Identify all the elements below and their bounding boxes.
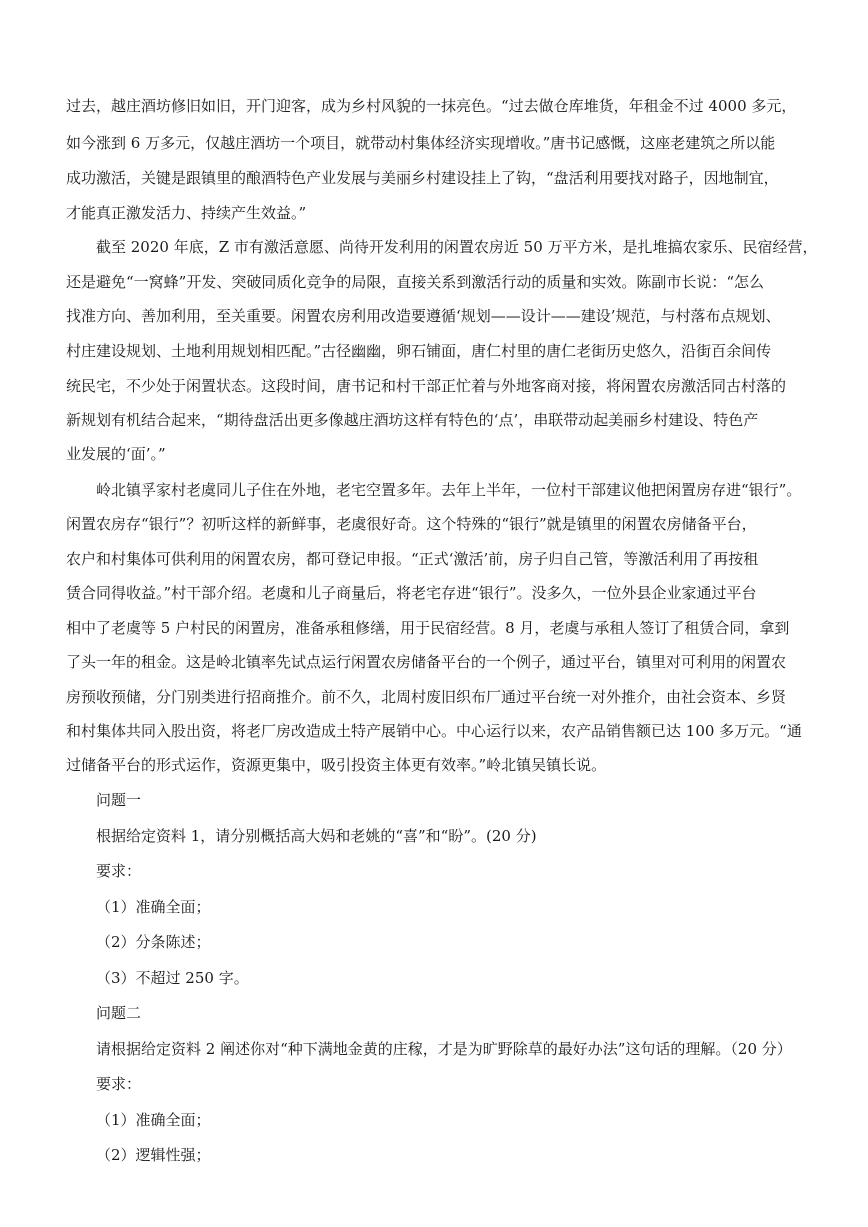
text-line: 才能真正激发活力、持续产生效益。” xyxy=(66,204,307,222)
requirement-item: （1）准确全面； xyxy=(96,1111,211,1129)
requirements-label: 要求： xyxy=(96,1075,142,1093)
question-1-prompt: 根据给定资料 1，请分别概括高大妈和老姚的“喜”和“盼”。(20 分) xyxy=(96,827,537,845)
requirement-item: （2）分条陈述； xyxy=(96,933,211,951)
question-1-heading: 问题一 xyxy=(96,791,142,809)
requirements-label: 要求： xyxy=(96,862,142,880)
text-line: 新规划有机结合起来，“期待盘活出更多像越庄酒坊这样有特色的‘点’，串联带动起美丽乡村建设、特色产 xyxy=(66,411,759,429)
text-line: 如今涨到 6 万多元，仅越庄酒坊一个项目，就带动村集体经济实现增收。”唐书记感慨，这座老建筑之所以能 xyxy=(66,134,776,152)
text-line: 和村集体共同入股出资，将老厂房改造成土特产展销中心。中心运行以来，农产品销售额已达 100 多万元。“通 xyxy=(66,722,802,740)
text-line: 业发展的‘面’。” xyxy=(66,445,166,463)
requirement-item: （1）准确全面； xyxy=(96,898,211,916)
text-line: 房预收预储，分门别类进行招商推介。前不久，北周村废旧织布厂通过平台统一对外推介，由社会资本、乡贤 xyxy=(66,688,787,706)
requirement-item: （2）逻辑性强； xyxy=(96,1146,211,1164)
requirement-item: （3）不超过 250 字。 xyxy=(96,969,249,987)
question-2-heading: 问题二 xyxy=(96,1004,142,1022)
text-line: 闲置农房存“银行”？初听这样的新鲜事，老虞很好奇。这个特殊的“银行”就是镇里的闲置农房储备平台， xyxy=(66,515,757,533)
question-2-prompt: 请根据给定资料 2 阐述你对“种下满地金黄的庄稼，才是为旷野除草的最好办法”这句话的理解。（20 分） xyxy=(96,1040,792,1058)
text-line: 还是避免“一窝蜂”开发、突破同质化竞争的局限，直接关系到激活行动的质量和实效。陈副市长说：“怎么 xyxy=(66,273,765,291)
text-line: 了头一年的租金。这是岭北镇率先试点运行闲置农房储备平台的一个例子，通过平台，镇里对可利用的闲置农 xyxy=(66,653,787,671)
text-line: 统民宅，不少处于闲置状态。这段时间，唐书记和村干部正忙着与外地客商对接，将闲置农房激活同古村落的 xyxy=(66,377,787,395)
text-line: 过去，越庄酒坊修旧如旧，开门迎客，成为乡村风貌的一抹亮色。“过去做仓库堆货，年租金不过 4000 多元， xyxy=(66,97,797,115)
text-line: 相中了老虞等 5 户村民的闲置房，准备承租修缮，用于民宿经营。8 月，老虞与承租人签订了租赁合同，拿到 xyxy=(66,619,790,637)
text-line: 农户和村集体可供利用的闲置农房，都可登记申报。“正式‘激活’前，房子归自己管，等激活利用了再按租 xyxy=(66,550,759,568)
text-line: 村庄建设规划、土地利用规划相匹配。”古径幽幽，卵石铺面，唐仁村里的唐仁老街历史悠久，沿街百余间传 xyxy=(66,342,772,360)
text-line: 成功激活，关键是跟镇里的酿酒特色产业发展与美丽乡村建设挂上了钩，“盘活利用要找对路子，因地制宜， xyxy=(66,169,779,187)
text-line: 过储备平台的形式运作，资源更集中，吸引投资主体更有效率。”岭北镇吴镇长说。 xyxy=(66,756,607,774)
text-line: 找准方向、善加利用，至关重要。闲置农房利用改造要遵循‘规划——设计——建设’规范，与村落布点规划、 xyxy=(66,307,781,325)
text-line: 赁合同得收益。”村干部介绍。老虞和儿子商量后，将老宅存进“银行”。没多久，一位外县企业家通过平台 xyxy=(66,584,757,602)
paragraph-first-line: 截至 2020 年底，Z 市有激活意愿、尚待开发利用的闲置农房近 50 万平方米，是扎堆搞农家乐、民宿经营， xyxy=(96,238,818,256)
paragraph-first-line: 岭北镇孚家村老虞同儿子住在外地，老宅空置多年。去年上半年，一位村干部建议他把闲置房存进“银行”。 xyxy=(96,481,802,499)
